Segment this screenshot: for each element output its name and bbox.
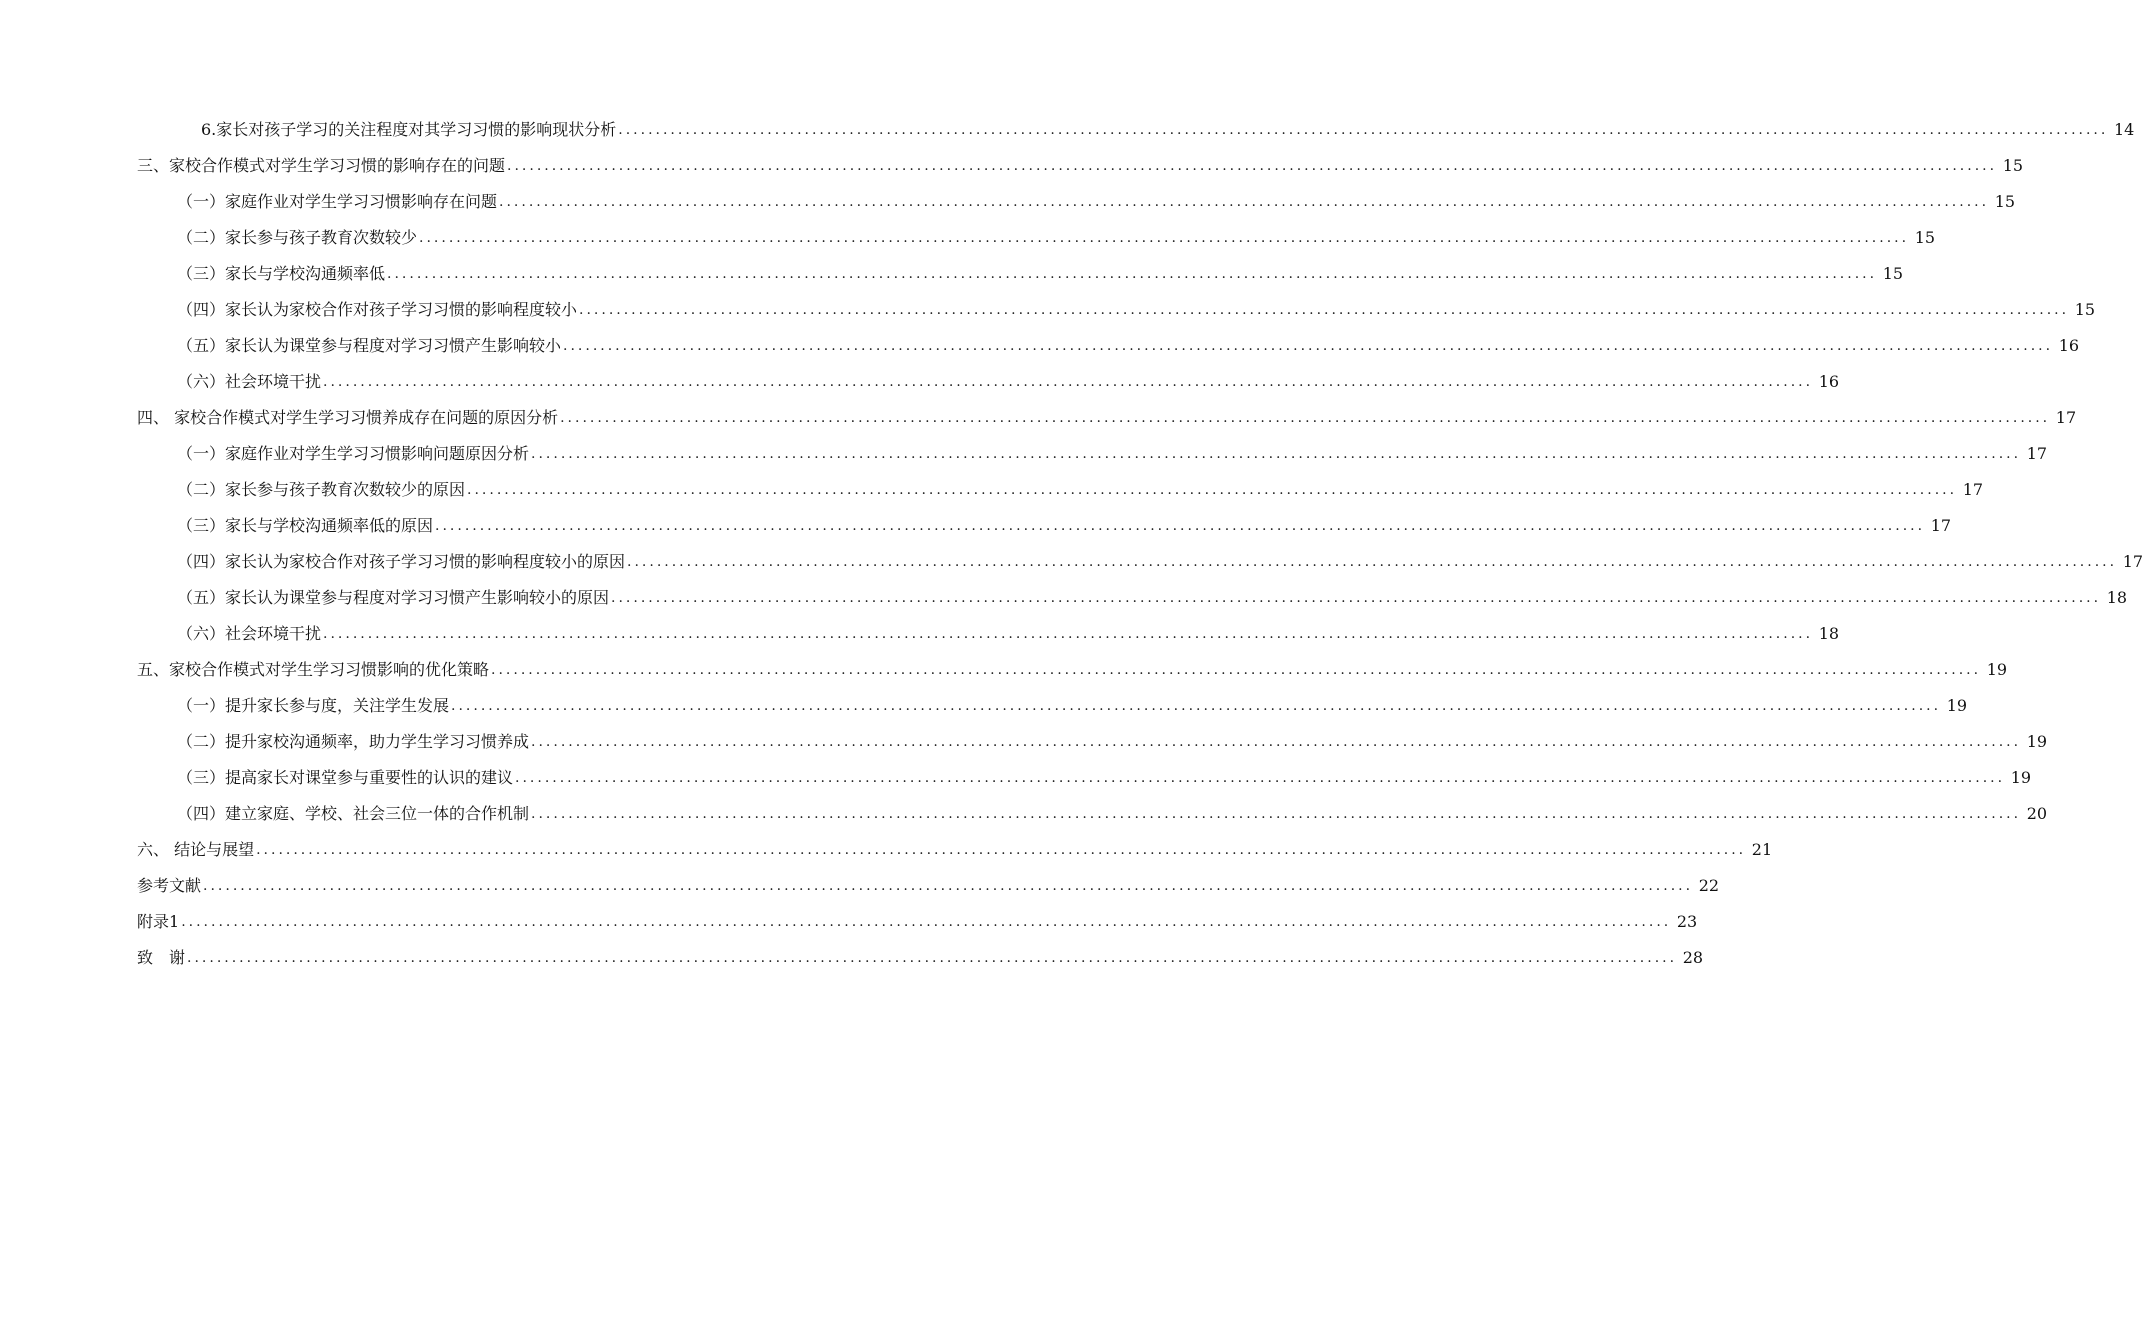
toc-entry[interactable] <box>0 868 1720 904</box>
toc-entry[interactable] <box>0 904 1698 940</box>
toc-entry-page-number: 15 <box>2074 300 2096 319</box>
toc-entry[interactable] <box>0 832 1773 868</box>
toc-dot-leader: ........................................................................................................................................................................................................ <box>387 266 1878 282</box>
toc-entry-label: 三、家校合作模式对学生学习习惯的影响存在的问题 <box>137 156 506 175</box>
toc-entry[interactable] <box>0 796 2048 832</box>
toc-entry-label: （四）家长认为家校合作对孩子学习习惯的影响程度较小的原因 <box>177 552 626 571</box>
toc-dot-leader: ........................................................................................................................................................................................................ <box>611 590 2102 606</box>
toc-entry-page-number: 17 <box>2026 444 2048 463</box>
toc-entry-page-number: 18 <box>2106 588 2128 607</box>
toc-entry-page-number: 17 <box>1962 480 1984 499</box>
toc-entry-page-number: 17 <box>1930 516 1952 535</box>
toc-entry-label: 六、 结论与展望 <box>137 840 255 859</box>
toc-entry-page-number: 19 <box>1986 660 2008 679</box>
toc-entry-label: （三）提高家长对课堂参与重要性的认识的建议 <box>177 768 514 787</box>
toc-entry[interactable] <box>0 148 2024 184</box>
toc-dot-leader: ........................................................................................................................................................................................................ <box>187 950 1678 966</box>
toc-entry-page-number: 15 <box>2002 156 2024 175</box>
toc-dot-leader: ........................................................................................................................................................................................................ <box>419 230 1910 246</box>
toc-entry-label: （四）建立家庭、学校、社会三位一体的合作机制 <box>177 804 530 823</box>
toc-entry-label: （六）社会环境干扰 <box>177 372 322 391</box>
toc-entry-label: （二）提升家校沟通频率，助力学生学习习惯养成 <box>177 732 530 751</box>
toc-dot-leader: ........................................................................................................................................................................................................ <box>563 338 2054 354</box>
toc-entry-page-number: 20 <box>2026 804 2048 823</box>
toc-entry-label: （一）家庭作业对学生学习习惯影响问题原因分析 <box>177 444 530 463</box>
table-of-contents <box>0 112 2143 976</box>
toc-entry-label: （二）家长参与孩子教育次数较少的原因 <box>177 480 466 499</box>
toc-dot-leader: ........................................................................................................................................................................................................ <box>435 518 1926 534</box>
toc-dot-leader: ........................................................................................................................................................................................................ <box>451 698 1942 714</box>
toc-entry-page-number: 19 <box>2026 732 2048 751</box>
toc-dot-leader: ........................................................................................................................................................................................................ <box>491 662 1982 678</box>
toc-entry-label: （五）家长认为课堂参与程度对学习习惯产生影响较小 <box>177 336 562 355</box>
toc-dot-leader: ........................................................................................................................................................................................................ <box>618 122 2109 138</box>
toc-entry-label: （四）家长认为家校合作对孩子学习习惯的影响程度较小 <box>177 300 578 319</box>
toc-entry-page-number: 23 <box>1676 912 1698 931</box>
toc-entry-label: （六）社会环境干扰 <box>177 624 322 643</box>
toc-entry-label: （三）家长与学校沟通频率低 <box>177 264 386 283</box>
toc-entry[interactable] <box>0 256 1904 292</box>
toc-entry[interactable] <box>0 760 2032 796</box>
toc-dot-leader: ........................................................................................................................................................................................................ <box>507 158 1998 174</box>
toc-entry-page-number: 19 <box>1946 696 1968 715</box>
toc-dot-leader: ........................................................................................................................................................................................................ <box>627 554 2118 570</box>
toc-entry-page-number: 16 <box>2058 336 2080 355</box>
toc-entry[interactable] <box>0 652 2008 688</box>
toc-entry[interactable] <box>0 508 1952 544</box>
toc-entry-page-number: 15 <box>1882 264 1904 283</box>
toc-entry[interactable] <box>0 112 2135 148</box>
toc-entry-label: （五）家长认为课堂参与程度对学习习惯产生影响较小的原因 <box>177 588 610 607</box>
toc-entry[interactable] <box>0 184 2016 220</box>
toc-entry-label: 致 谢 <box>137 948 186 967</box>
toc-dot-leader: ........................................................................................................................................................................................................ <box>579 302 2070 318</box>
toc-dot-leader: ........................................................................................................................................................................................................ <box>560 410 2051 426</box>
toc-dot-leader: ........................................................................................................................................................................................................ <box>515 770 2006 786</box>
toc-entry-page-number: 18 <box>1818 624 1840 643</box>
toc-entry[interactable] <box>0 292 2096 328</box>
toc-entry[interactable] <box>0 364 1840 400</box>
toc-entry[interactable] <box>0 436 2048 472</box>
toc-entry[interactable] <box>0 472 1984 508</box>
toc-entry[interactable] <box>0 400 2077 436</box>
toc-entry-page-number: 17 <box>2055 408 2077 427</box>
toc-entry-page-number: 15 <box>1914 228 1936 247</box>
toc-dot-leader: ........................................................................................................................................................................................................ <box>467 482 1958 498</box>
toc-entry[interactable] <box>0 616 1840 652</box>
toc-dot-leader: ........................................................................................................................................................................................................ <box>499 194 1990 210</box>
toc-entry-page-number: 19 <box>2010 768 2032 787</box>
toc-entry[interactable] <box>0 580 2128 616</box>
toc-entry[interactable] <box>0 940 1704 976</box>
toc-dot-leader: ........................................................................................................................................................................................................ <box>203 878 1694 894</box>
toc-entry-page-number: 22 <box>1698 876 1720 895</box>
toc-entry-label: 参考文献 <box>137 876 202 895</box>
toc-entry-page-number: 15 <box>1994 192 2016 211</box>
toc-entry[interactable] <box>0 220 1936 256</box>
toc-entry-label: 五、家校合作模式对学生学习习惯影响的优化策略 <box>137 660 490 679</box>
toc-entry[interactable] <box>0 544 2143 580</box>
toc-dot-leader: ........................................................................................................................................................................................................ <box>256 842 1747 858</box>
toc-entry-label: （一）提升家长参与度，关注学生发展 <box>177 696 450 715</box>
toc-dot-leader: ........................................................................................................................................................................................................ <box>531 446 2022 462</box>
toc-entry-label: 6.家长对孩子学习的关注程度对其学习习惯的影响现状分析 <box>201 120 617 139</box>
toc-entry-page-number: 28 <box>1682 948 1704 967</box>
toc-entry-page-number: 14 <box>2113 120 2135 139</box>
toc-entry-page-number: 21 <box>1751 840 1773 859</box>
toc-dot-leader: ........................................................................................................................................................................................................ <box>323 626 1814 642</box>
toc-entry-page-number: 17 <box>2122 552 2143 571</box>
toc-dot-leader: ........................................................................................................................................................................................................ <box>323 374 1814 390</box>
toc-dot-leader: ........................................................................................................................................................................................................ <box>531 734 2022 750</box>
toc-dot-leader: ........................................................................................................................................................................................................ <box>531 806 2022 822</box>
toc-entry[interactable] <box>0 328 2080 364</box>
toc-entry[interactable] <box>0 724 2048 760</box>
toc-dot-leader: ........................................................................................................................................................................................................ <box>181 914 1672 930</box>
toc-entry-label: 附录1 <box>137 912 180 931</box>
toc-entry-label: 四、 家校合作模式对学生学习习惯养成存在问题的原因分析 <box>137 408 559 427</box>
toc-entry[interactable] <box>0 688 1968 724</box>
toc-entry-page-number: 16 <box>1818 372 1840 391</box>
toc-entry-label: （三）家长与学校沟通频率低的原因 <box>177 516 434 535</box>
toc-entry-label: （二）家长参与孩子教育次数较少 <box>177 228 418 247</box>
toc-entry-label: （一）家庭作业对学生学习习惯影响存在问题 <box>177 192 498 211</box>
